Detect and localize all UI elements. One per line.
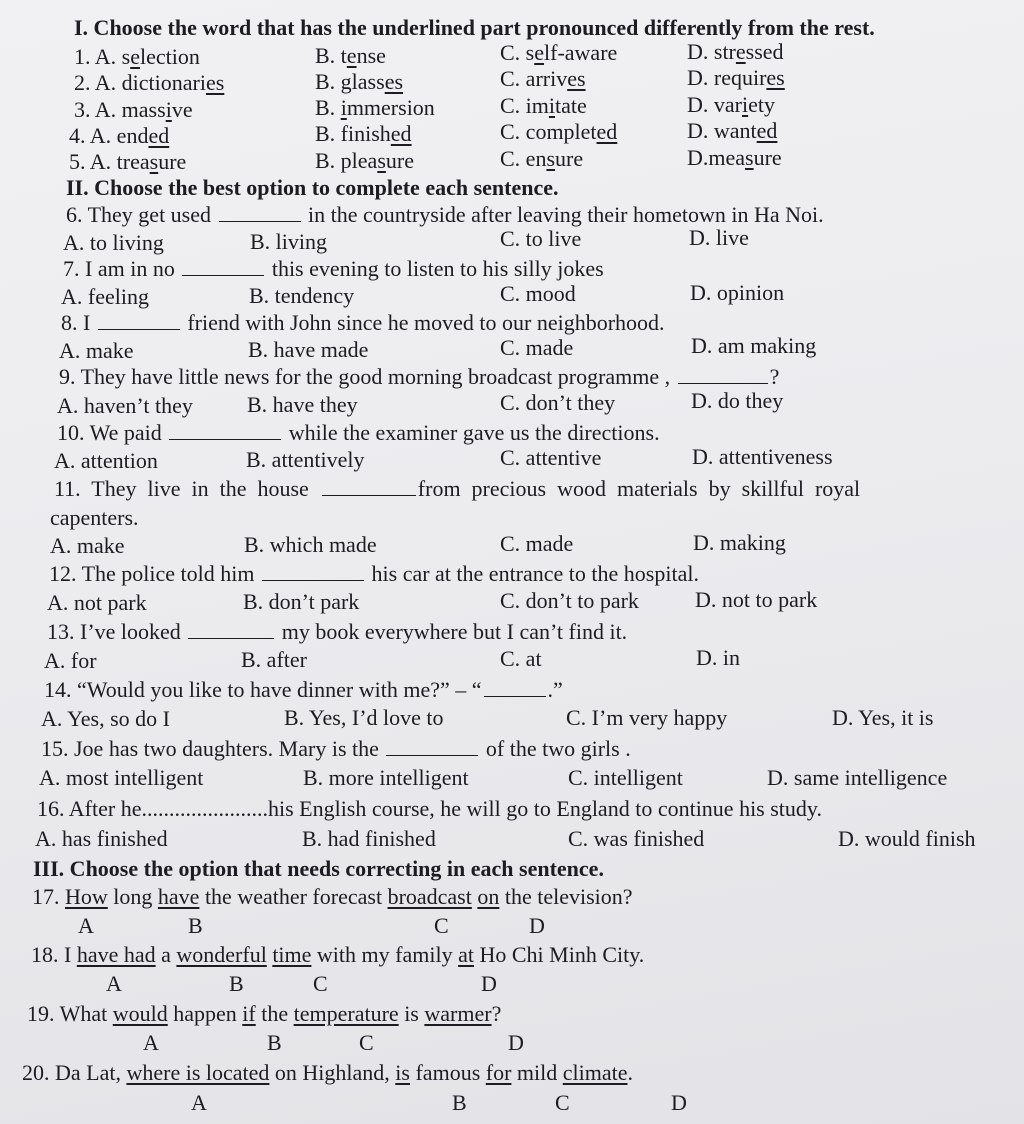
- q3-option-b: B. immersion: [315, 95, 435, 120]
- q7-option-b: B. tendency: [249, 283, 355, 308]
- q9-option-c: C. don’t they: [500, 390, 616, 415]
- q14-option-a: A. Yes, so do I: [41, 706, 170, 731]
- q5-option-c: C. ensure: [500, 146, 584, 171]
- q9-option-d: D. do they: [691, 388, 784, 413]
- q17-label-a: A: [78, 913, 94, 938]
- q9-option-b: B. have they: [247, 392, 358, 417]
- q20-label-c: C: [555, 1090, 570, 1115]
- q20-label-b: B: [452, 1090, 467, 1115]
- q3-option-a: 3. A. massive: [74, 97, 193, 122]
- q9-stem: 9. They have little news for the good morning broadcast programme , ?: [59, 364, 780, 389]
- q5-option-a: 5. A. treasure: [69, 149, 187, 174]
- q1-option-a: 1. A. selection: [74, 44, 200, 69]
- q18-label-b: B: [229, 971, 244, 996]
- q10-option-d: D. attentiveness: [692, 444, 833, 469]
- q10-option-c: C. attentive: [500, 445, 602, 470]
- q8-stem: 8. I friend with John since he moved to our neighborhood.: [61, 310, 665, 335]
- answer-blank: [322, 477, 416, 496]
- q16-option-b: B. had finished: [302, 826, 436, 851]
- q8-option-c: C. made: [500, 335, 574, 360]
- q13-option-c: C. at: [500, 646, 542, 671]
- q12-option-d: D. not to park: [695, 587, 818, 612]
- q16-option-c: C. was finished: [568, 826, 705, 851]
- q4-option-a: 4. A. ended: [69, 123, 170, 148]
- section-1-title: I. Choose the word that has the underlined part pronounced differently from the rest.: [74, 15, 875, 40]
- q2-option-c: C. arrives: [500, 66, 586, 91]
- q20-label-a: A: [191, 1090, 207, 1115]
- q13-option-b: B. after: [241, 647, 307, 672]
- q11-option-b: B. which made: [244, 532, 377, 557]
- q8-option-a: A. make: [59, 338, 134, 363]
- answer-blank: [484, 678, 546, 697]
- q16-option-a: A. has finished: [35, 826, 168, 851]
- q17-label-d: D: [529, 913, 545, 938]
- q5-option-d: D.measure: [687, 145, 782, 170]
- q11-option-c: C. made: [500, 531, 574, 556]
- section-3-title: III. Choose the option that needs correcting in each sentence.: [33, 856, 604, 881]
- q10-stem: 10. We paid while the examiner gave us the directions.: [57, 420, 660, 445]
- answer-blank: [678, 365, 768, 384]
- q1-option-c: C. self-aware: [500, 40, 618, 65]
- q14-option-c: C. I’m very happy: [566, 705, 728, 730]
- q6-option-b: B. living: [250, 229, 328, 254]
- q3-option-d: D. variety: [687, 92, 775, 117]
- q4-option-b: B. finished: [315, 121, 412, 146]
- q18-label-d: D: [481, 971, 497, 996]
- q19-label-d: D: [508, 1030, 524, 1055]
- q1-option-b: B. tense: [315, 43, 386, 68]
- q2-option-b: B. glasses: [315, 69, 404, 94]
- q18-label-c: C: [313, 971, 328, 996]
- q5-option-b: B. pleasure: [315, 148, 414, 173]
- q16-option-d: D. would finish: [838, 826, 976, 851]
- answer-blank: [169, 421, 281, 440]
- q17-label-c: C: [434, 913, 449, 938]
- q17-sentence: 17. How long have the weather forecast broadcast on the television?: [32, 884, 633, 909]
- q13-stem: 13. I’ve looked my book everywhere but I can’t find it.: [47, 619, 628, 644]
- q15-option-a: A. most intelligent: [39, 765, 204, 790]
- q13-option-d: D. in: [696, 645, 740, 670]
- q16-stem: 16. After he.......................his English course, he will go to England to continue his study.: [37, 796, 822, 821]
- q19-label-b: B: [267, 1030, 282, 1055]
- q2-option-a: 2. A. dictionaries: [74, 70, 225, 95]
- q14-option-d: D. Yes, it is: [832, 705, 934, 730]
- q12-option-b: B. don’t park: [243, 589, 360, 614]
- q15-option-d: D. same intelligence: [767, 765, 948, 790]
- q17-label-b: B: [188, 913, 203, 938]
- q13-option-a: A. for: [44, 648, 97, 673]
- q18-sentence: 18. I have had a wonderful time with my family at Ho Chi Minh City.: [31, 942, 645, 967]
- q10-option-b: B. attentively: [246, 447, 365, 472]
- q11-option-d: D. making: [693, 530, 786, 555]
- q12-option-a: A. not park: [47, 590, 147, 615]
- q7-option-a: A. feeling: [61, 284, 149, 309]
- q15-option-c: C. intelligent: [568, 765, 683, 790]
- q6-option-a: A. to living: [63, 230, 164, 255]
- q2-option-d: D. requires: [687, 65, 785, 90]
- answer-blank: [98, 311, 180, 330]
- q9-option-a: A. haven’t they: [57, 393, 193, 418]
- q3-option-c: C. imitate: [500, 93, 587, 118]
- q4-option-d: D. wanted: [687, 118, 778, 143]
- answer-dots: .......................: [141, 796, 268, 821]
- q20-sentence: 20. Da Lat, where is located on Highland, is famous for mild climate.: [22, 1060, 633, 1085]
- q7-option-d: D. opinion: [690, 280, 785, 305]
- answer-blank: [262, 562, 364, 581]
- q19-label-c: C: [359, 1030, 374, 1055]
- q15-stem: 15. Joe has two daughters. Mary is the of the two girls .: [41, 736, 631, 761]
- section-2-title: II. Choose the best option to complete each sentence.: [66, 175, 559, 200]
- q4-option-c: C. completed: [500, 119, 618, 144]
- q18-label-a: A: [106, 971, 122, 996]
- q10-option-a: A. attention: [54, 448, 158, 473]
- q19-label-a: A: [143, 1030, 159, 1055]
- q7-stem: 7. I am in no this evening to listen to his silly jokes: [63, 256, 604, 281]
- q14-stem: 14. “Would you like to have dinner with me?” – “ .”: [44, 677, 563, 702]
- q15-option-b: B. more intelligent: [303, 765, 469, 790]
- q11-option-a: A. make: [50, 533, 125, 558]
- q6-option-c: C. to live: [500, 226, 582, 251]
- answer-blank: [219, 203, 301, 222]
- q11-stem-continued: capenters.: [50, 505, 139, 530]
- q7-option-c: C. mood: [500, 281, 576, 306]
- q12-option-c: C. don’t to park: [500, 588, 639, 613]
- q1-option-d: D. stressed: [687, 39, 784, 64]
- q6-option-d: D. live: [689, 225, 749, 250]
- answer-blank: [182, 257, 264, 276]
- q11-stem: 11. They live in the house from precious wood materials by skillful royal: [54, 476, 861, 501]
- answer-blank: [386, 737, 478, 756]
- q8-option-b: B. have made: [248, 337, 369, 362]
- q6-stem: 6. They get used in the countryside after leaving their hometown in Ha Noi.: [66, 202, 824, 227]
- q19-sentence: 19. What would happen if the temperature is warmer?: [27, 1001, 502, 1026]
- q14-option-b: B. Yes, I’d love to: [284, 705, 444, 730]
- answer-blank: [188, 620, 274, 639]
- q8-option-d: D. am making: [691, 333, 817, 358]
- q20-label-d: D: [671, 1090, 687, 1115]
- q12-stem: 12. The police told him his car at the entrance to the hospital.: [49, 561, 699, 586]
